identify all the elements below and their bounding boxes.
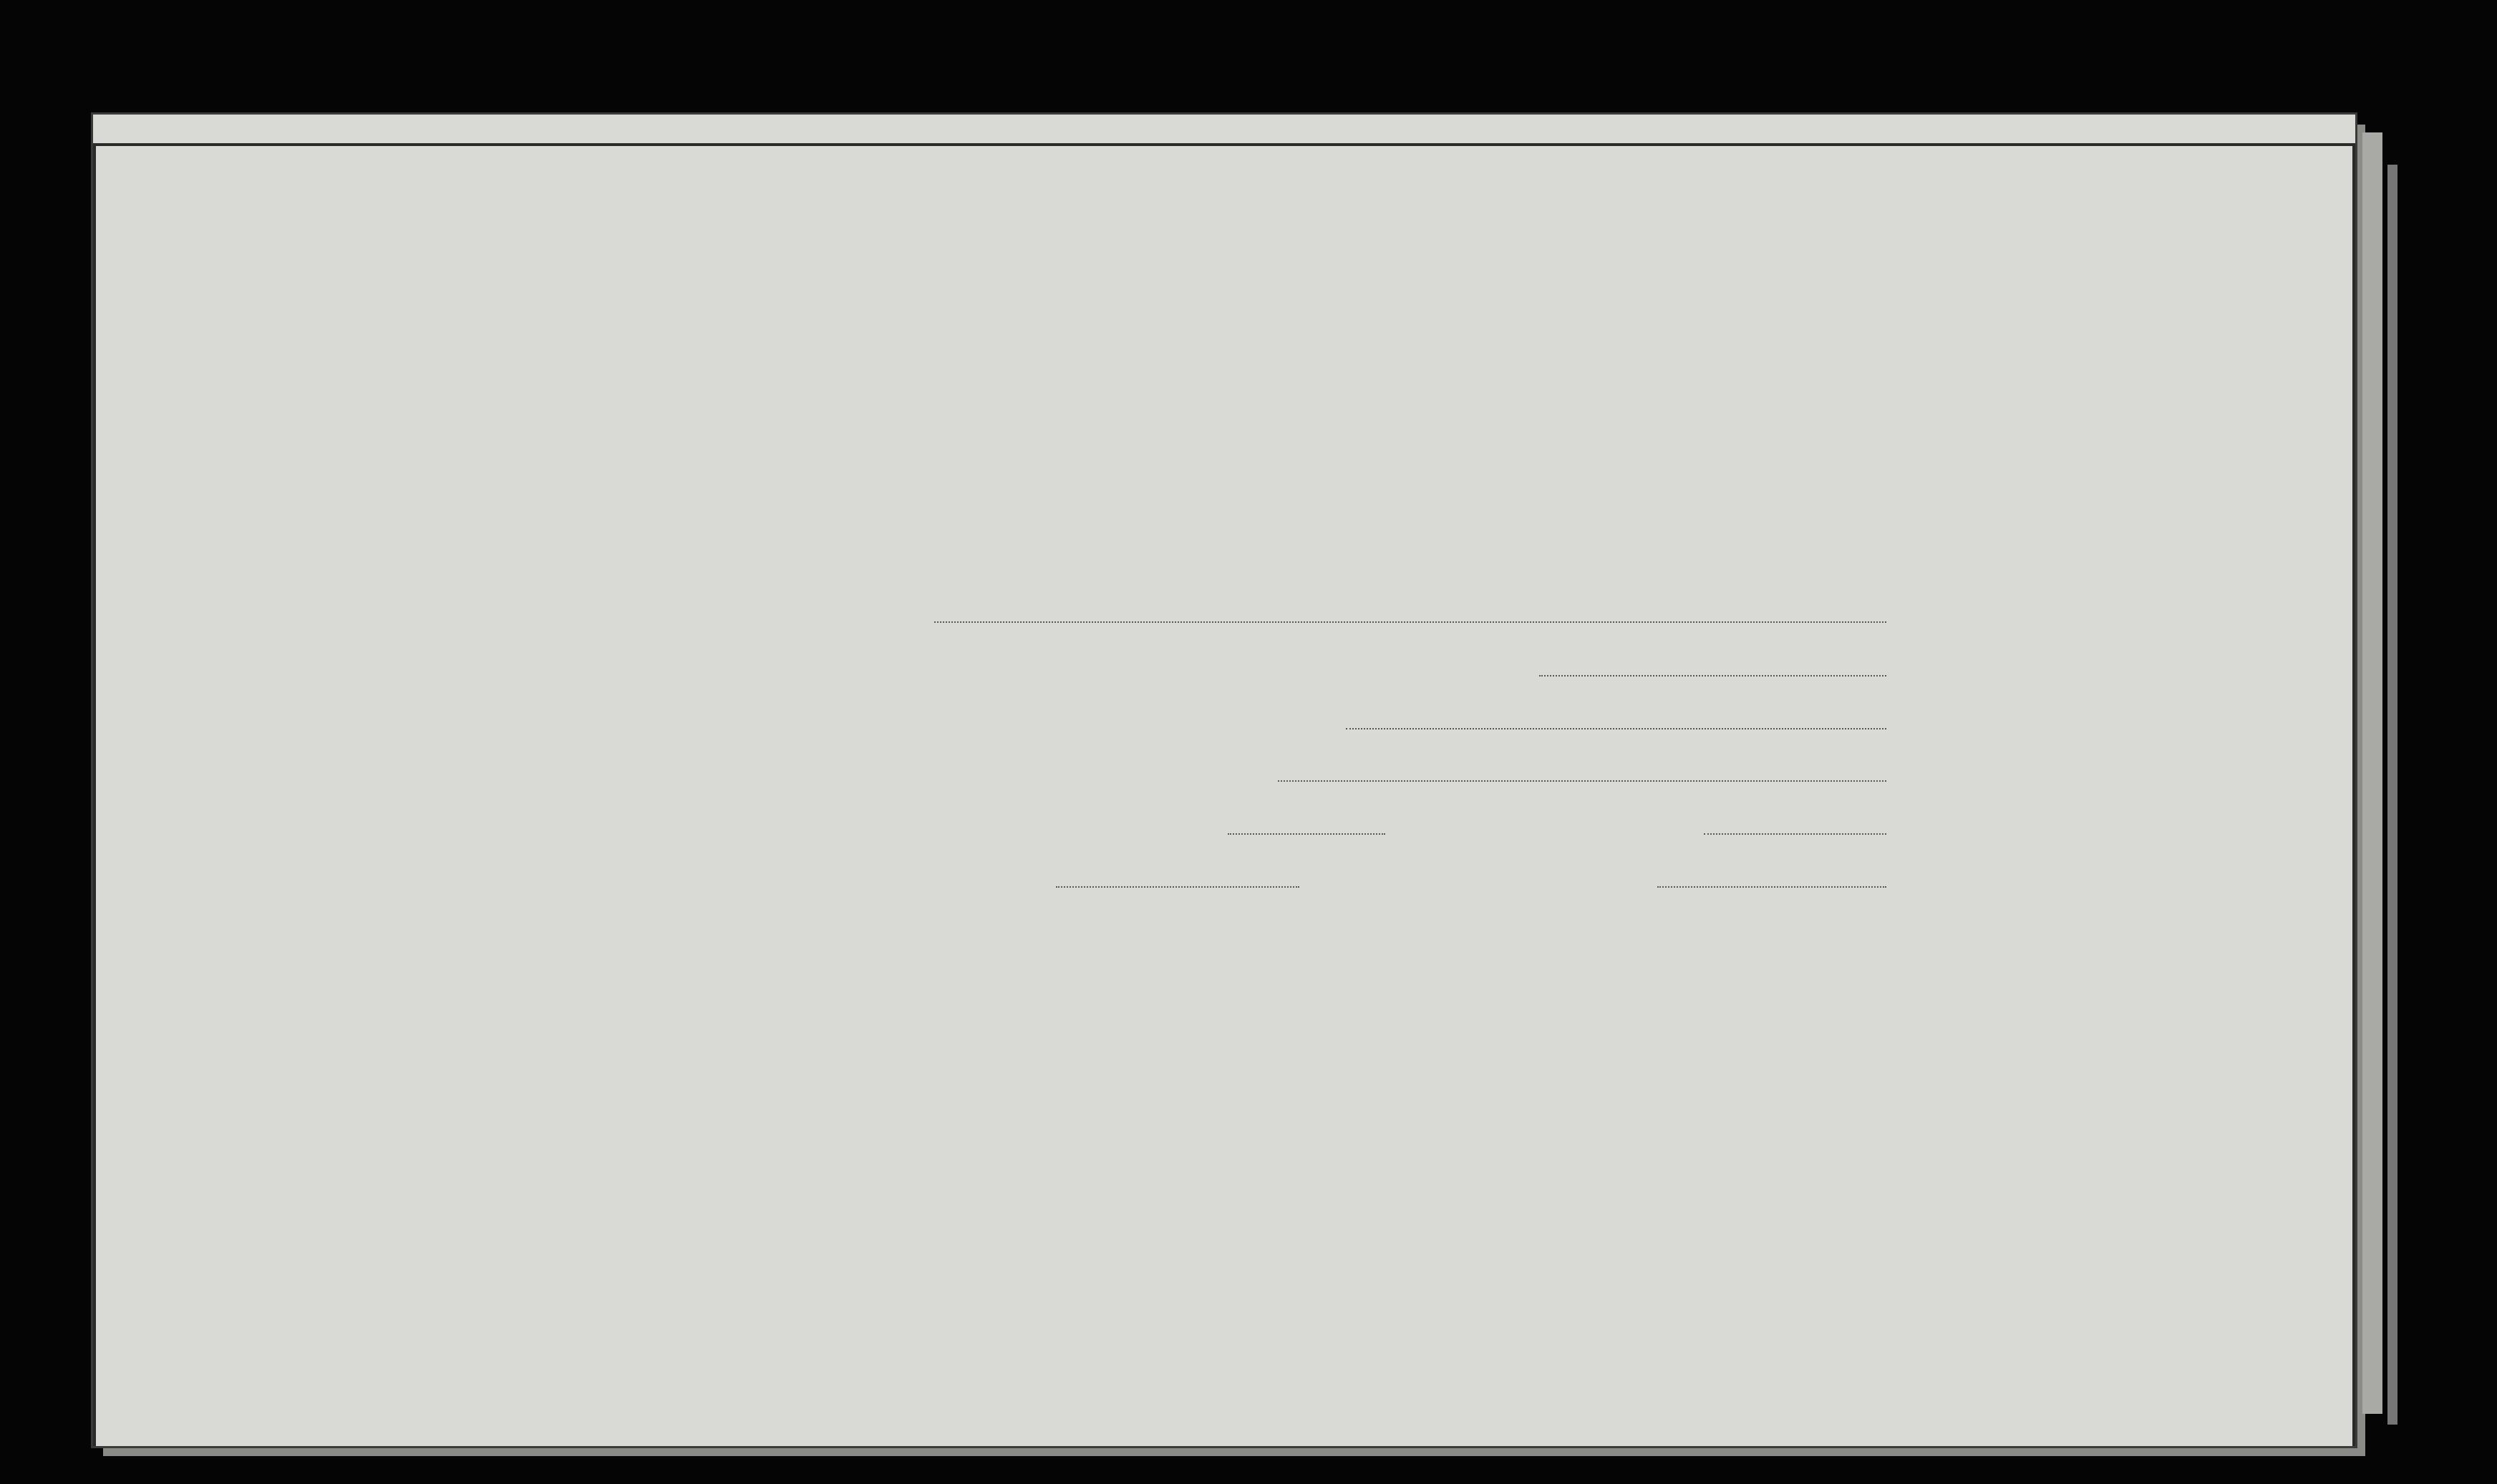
census-card <box>93 115 2355 1446</box>
